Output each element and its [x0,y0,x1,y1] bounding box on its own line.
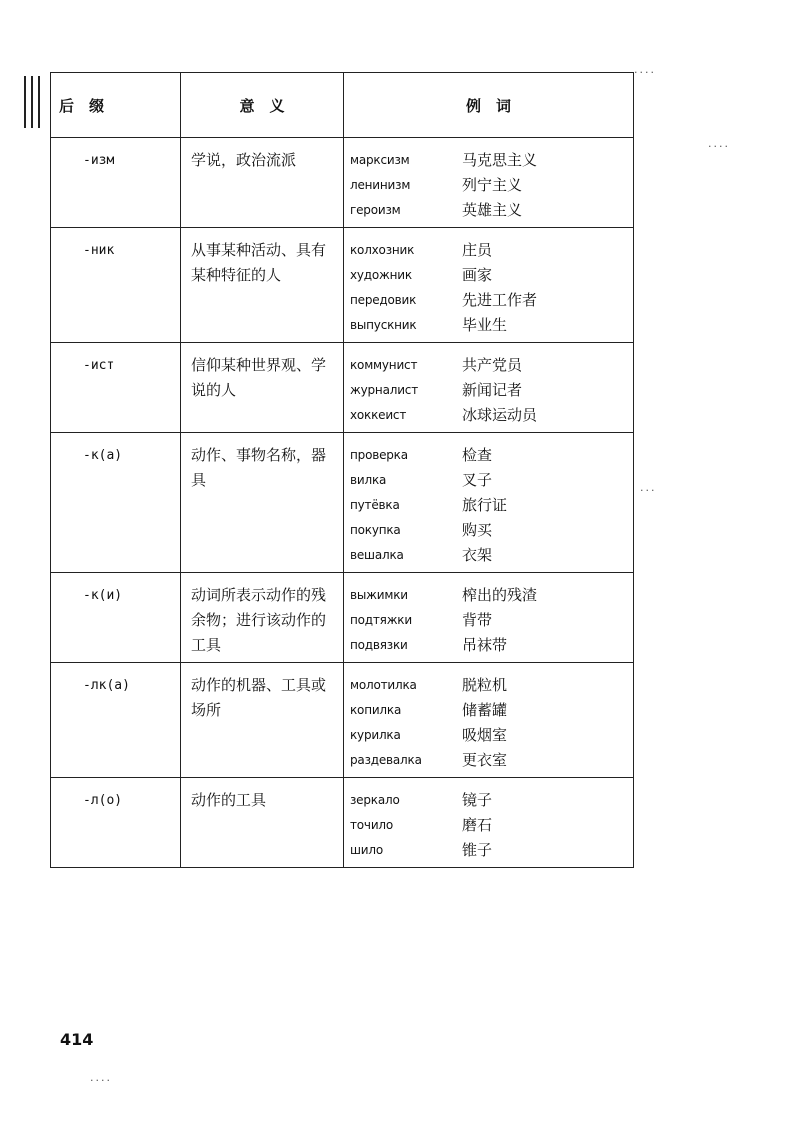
examples-cell [344,138,634,228]
table-row [51,343,634,433]
example-word: выпускник [350,318,417,332]
suffix-cell: -к(и) [51,573,181,663]
example-entry [350,443,631,468]
example-word: журналист [350,383,418,397]
table-row [51,663,634,778]
example-gloss: 购买 [462,521,493,539]
example-entry [350,173,631,198]
example-entry [350,583,631,608]
example-word: вешалка [350,548,404,562]
example-gloss: 储蓄罐 [462,701,508,719]
example-gloss: 吊袜带 [462,636,508,654]
example-gloss: 画家 [462,266,493,284]
scan-dots: ···· [708,140,730,153]
meaning-cell: 动作、事物名称，器具 [181,433,344,573]
examples-cell [344,343,634,433]
example-word: проверка [350,448,408,462]
example-entry [350,633,631,658]
example-word: передовик [350,293,417,307]
examples-cell [344,778,634,868]
example-word: раздевалка [350,753,422,767]
example-gloss: 庄员 [462,241,493,259]
example-entry [350,543,631,568]
example-gloss: 背带 [462,611,493,629]
example-gloss: 共产党员 [462,356,523,374]
example-entry [350,748,631,773]
example-word: копилка [350,703,402,717]
meaning-cell: 动作的工具 [181,778,344,868]
example-gloss: 磨石 [462,816,493,834]
example-entry [350,673,631,698]
meaning-cell: 从事某种活动、具有某种特征的人 [181,228,344,343]
table-row [51,138,634,228]
example-word: хоккеист [350,408,407,422]
example-gloss: 锥子 [462,841,493,859]
example-entry [350,723,631,748]
column-header-meaning: 意 义 [181,73,344,138]
meaning-cell: 动作的机器、工具或场所 [181,663,344,778]
table-row [51,573,634,663]
suffix-cell: -л(о) [51,778,181,868]
example-word: точило [350,818,394,832]
scan-dots: ···· [90,1074,112,1087]
meaning-cell: 信仰某种世界观、学说的人 [181,343,344,433]
example-gloss: 检查 [462,446,493,464]
example-word: вилка [350,473,387,487]
example-word: ленинизм [350,178,411,192]
examples-cell [344,433,634,573]
example-word: зеркало [350,793,400,807]
example-entry [350,813,631,838]
example-entry [350,518,631,543]
example-gloss: 榨出的残渣 [462,586,538,604]
example-word: путёвка [350,498,400,512]
example-word: выжимки [350,588,408,602]
example-gloss: 旅行证 [462,496,508,514]
scan-margin-bars [24,76,44,128]
example-gloss: 毕业生 [462,316,508,334]
example-entry [350,148,631,173]
column-header-suffix: 后 缀 [51,73,181,138]
example-gloss: 马克思主义 [462,151,538,169]
suffix-cell: -лк(а) [51,663,181,778]
table-row [51,433,634,573]
example-gloss: 吸烟室 [462,726,508,744]
example-entry [350,313,631,338]
example-entry [350,468,631,493]
examples-cell [344,663,634,778]
scan-dots: ···· [634,66,656,79]
page-number: 414 [60,1030,94,1049]
suffix-table [50,72,634,868]
suffix-cell: -изм [51,138,181,228]
example-entry [350,838,631,863]
meaning-cell: 学说，政治流派 [181,138,344,228]
example-gloss: 脱粒机 [462,676,508,694]
example-gloss: 新闻记者 [462,381,523,399]
example-gloss: 衣架 [462,546,493,564]
meaning-cell: 动词所表示动作的残余物；进行该动作的工具 [181,573,344,663]
example-gloss: 镜子 [462,791,493,809]
example-entry [350,698,631,723]
example-word: покупка [350,523,401,537]
example-entry [350,238,631,263]
suffix-cell: -ник [51,228,181,343]
example-entry [350,378,631,403]
example-entry [350,788,631,813]
example-entry [350,353,631,378]
example-word: курилка [350,728,401,742]
example-entry [350,263,631,288]
suffix-cell: -ист [51,343,181,433]
example-entry [350,403,631,428]
example-word: художник [350,268,412,282]
example-gloss: 先进工作者 [462,291,538,309]
example-entry [350,198,631,223]
example-word: коммунист [350,358,418,372]
examples-cell [344,228,634,343]
table-row [51,778,634,868]
example-word: марксизм [350,153,410,167]
examples-cell [344,573,634,663]
table-header-row [51,73,634,138]
suffix-cell: -к(а) [51,433,181,573]
example-word: героизм [350,203,401,217]
example-gloss: 列宁主义 [462,176,523,194]
example-word: молотилка [350,678,417,692]
example-gloss: 叉子 [462,471,493,489]
example-word: подвязки [350,638,408,652]
example-gloss: 英雄主义 [462,201,523,219]
table-row [51,228,634,343]
column-header-examples: 例 词 [344,73,634,138]
example-word: подтяжки [350,613,412,627]
example-word: колхозник [350,243,415,257]
example-gloss: 更衣室 [462,751,508,769]
example-entry [350,288,631,313]
example-word: шило [350,843,383,857]
scan-dots: ··· [640,484,657,497]
example-gloss: 冰球运动员 [462,406,538,424]
example-entry [350,608,631,633]
example-entry [350,493,631,518]
